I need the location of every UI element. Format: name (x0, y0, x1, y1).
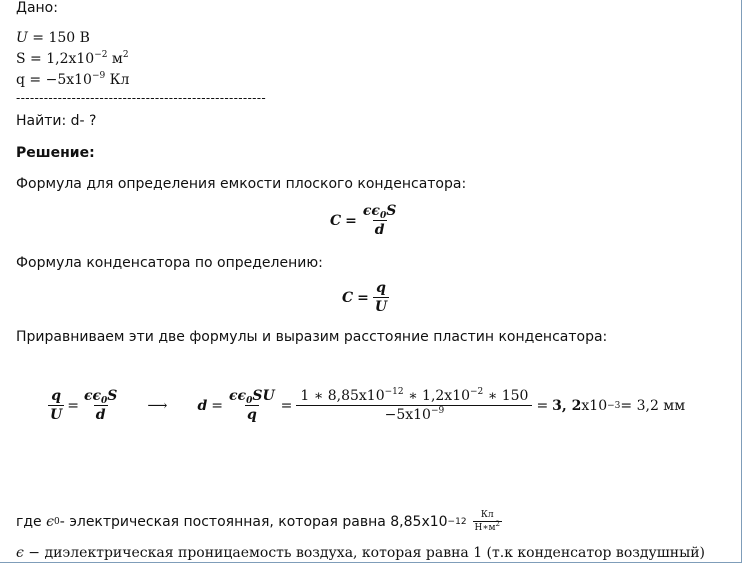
epsilon-symbol: ϵ (46, 513, 54, 530)
frac-numerator-tail: SU (252, 388, 275, 404)
frac-numerator: q (51, 388, 61, 404)
s-unit-exponent: 2 (122, 50, 129, 60)
fraction (373, 280, 389, 315)
result-power: x10 (581, 397, 608, 414)
d-symbol: d (197, 397, 208, 414)
numeric-numerator-a: 1 ∗ 8,85x10 (300, 388, 385, 404)
given-header: Дано: (16, 0, 58, 16)
given-q (16, 72, 129, 88)
result-tail: = 3,2 мм (620, 397, 686, 414)
frac-numerator-sub: 0 (246, 396, 253, 406)
frac-numerator: ϵϵ (83, 388, 102, 404)
result-bold: 𝟑, 𝟐 (552, 397, 582, 414)
frac-denominator: U (50, 407, 63, 423)
text-capacity-formula: Формула для определения емкости плоского конденсатора: (16, 176, 467, 192)
q-symbol: q (16, 72, 25, 88)
formula-lhs: C (330, 212, 342, 229)
frac-denominator: q (246, 407, 257, 423)
arrow-icon: ⟶ (147, 397, 168, 414)
note-text: - электрическая постоянная, которая равна 8,85x10 (59, 513, 448, 530)
u-symbol: U (16, 30, 28, 46)
note-epsilon-zero: где ϵ 0 - электрическая постоянная, которая равна 8,85x10 −12 $\frac{Кл}{Н∗м^2}$ (16, 510, 500, 533)
numeric-numerator-a-exp: −12 (384, 387, 404, 397)
find-line: Найти: d- ? (16, 113, 97, 129)
formula-lhs: C (342, 289, 354, 306)
fraction-q-over-u (48, 388, 64, 423)
numeric-numerator-b: ∗ 1,2x10 (403, 388, 471, 404)
separator-line: ------------------------------------------------------ (16, 91, 267, 105)
numeric-denominator: −5x10 (384, 407, 431, 423)
given-u (16, 30, 90, 46)
fraction-eps-s-over-d (82, 388, 119, 423)
fraction-eps-su-over-q (227, 388, 277, 423)
unit-numerator: Кл (480, 510, 494, 520)
numeric-denominator-exp: −9 (430, 406, 445, 416)
formula-equals: = (345, 212, 357, 229)
given-s (16, 51, 129, 67)
unit-fraction (473, 510, 502, 533)
frac-numerator: ϵϵ (362, 203, 380, 219)
frac-numerator-tail: S (107, 388, 118, 404)
text-equate: Приравниваем эти две формулы и выразим расстояние пластин конденсатора: (16, 329, 608, 345)
unit-denominator: Н∗м (474, 523, 496, 533)
numeric-numerator-b-exp: −2 (470, 387, 484, 397)
numeric-numerator-c: ∗ 150 (483, 388, 529, 404)
frac-numerator: q (376, 280, 386, 296)
s-symbol: S (16, 51, 26, 67)
equals-sign: = (536, 397, 549, 414)
frac-denominator: d (95, 407, 106, 423)
frac-denominator: U (374, 299, 388, 315)
formula-derivation: $\frac{q}{U}$ = $\frac{\epsilon\epsilon_0S}{d}$ ⟶ d = $\frac{\epsilon\epsilon_0SU}{q}$ = $\frac{1 ∗ 8,85x10^{-12} ∗ 1,2x10^{-2} ∗ 150}{-5x10^{-9}}$ = 𝟑, 𝟐 x10 −3 = 3,2 мм (50, 387, 686, 423)
note-epsilon (16, 545, 705, 561)
q-value: = −5x10 (29, 72, 92, 88)
solution-header: Решение: (16, 145, 95, 161)
equals-sign: = (211, 397, 224, 414)
u-value: = 150 В (32, 30, 90, 46)
equals-sign: = (280, 397, 293, 414)
formula-definition (342, 280, 389, 315)
frac-denominator: d (374, 222, 385, 238)
fraction (361, 203, 398, 238)
equals-sign: = (67, 397, 79, 414)
s-exponent: −2 (94, 50, 108, 60)
epsilon-symbol: ϵ (16, 545, 24, 561)
note-text: − диэлектрическая проницаемость воздуха, которая равна 1 (т.к конденсатор воздушный) (23, 545, 706, 561)
note-prefix: где (16, 513, 42, 530)
text-definition-formula: Формула конденсатора по определению: (16, 255, 323, 271)
s-value: = 1,2x10 (30, 51, 95, 67)
frac-numerator-sub: 0 (101, 396, 108, 406)
s-unit: м (107, 51, 123, 67)
frac-numerator: ϵϵ (229, 388, 247, 404)
frac-numerator-tail: S (386, 203, 397, 219)
formula-equals: = (357, 289, 369, 306)
q-exponent: −9 (91, 71, 106, 81)
fraction-numeric (296, 388, 532, 423)
formula-capacity (330, 203, 398, 238)
unit-denominator-exp: 2 (495, 520, 500, 528)
q-unit: Кл (105, 72, 130, 88)
frac-numerator-sub: 0 (379, 211, 387, 221)
